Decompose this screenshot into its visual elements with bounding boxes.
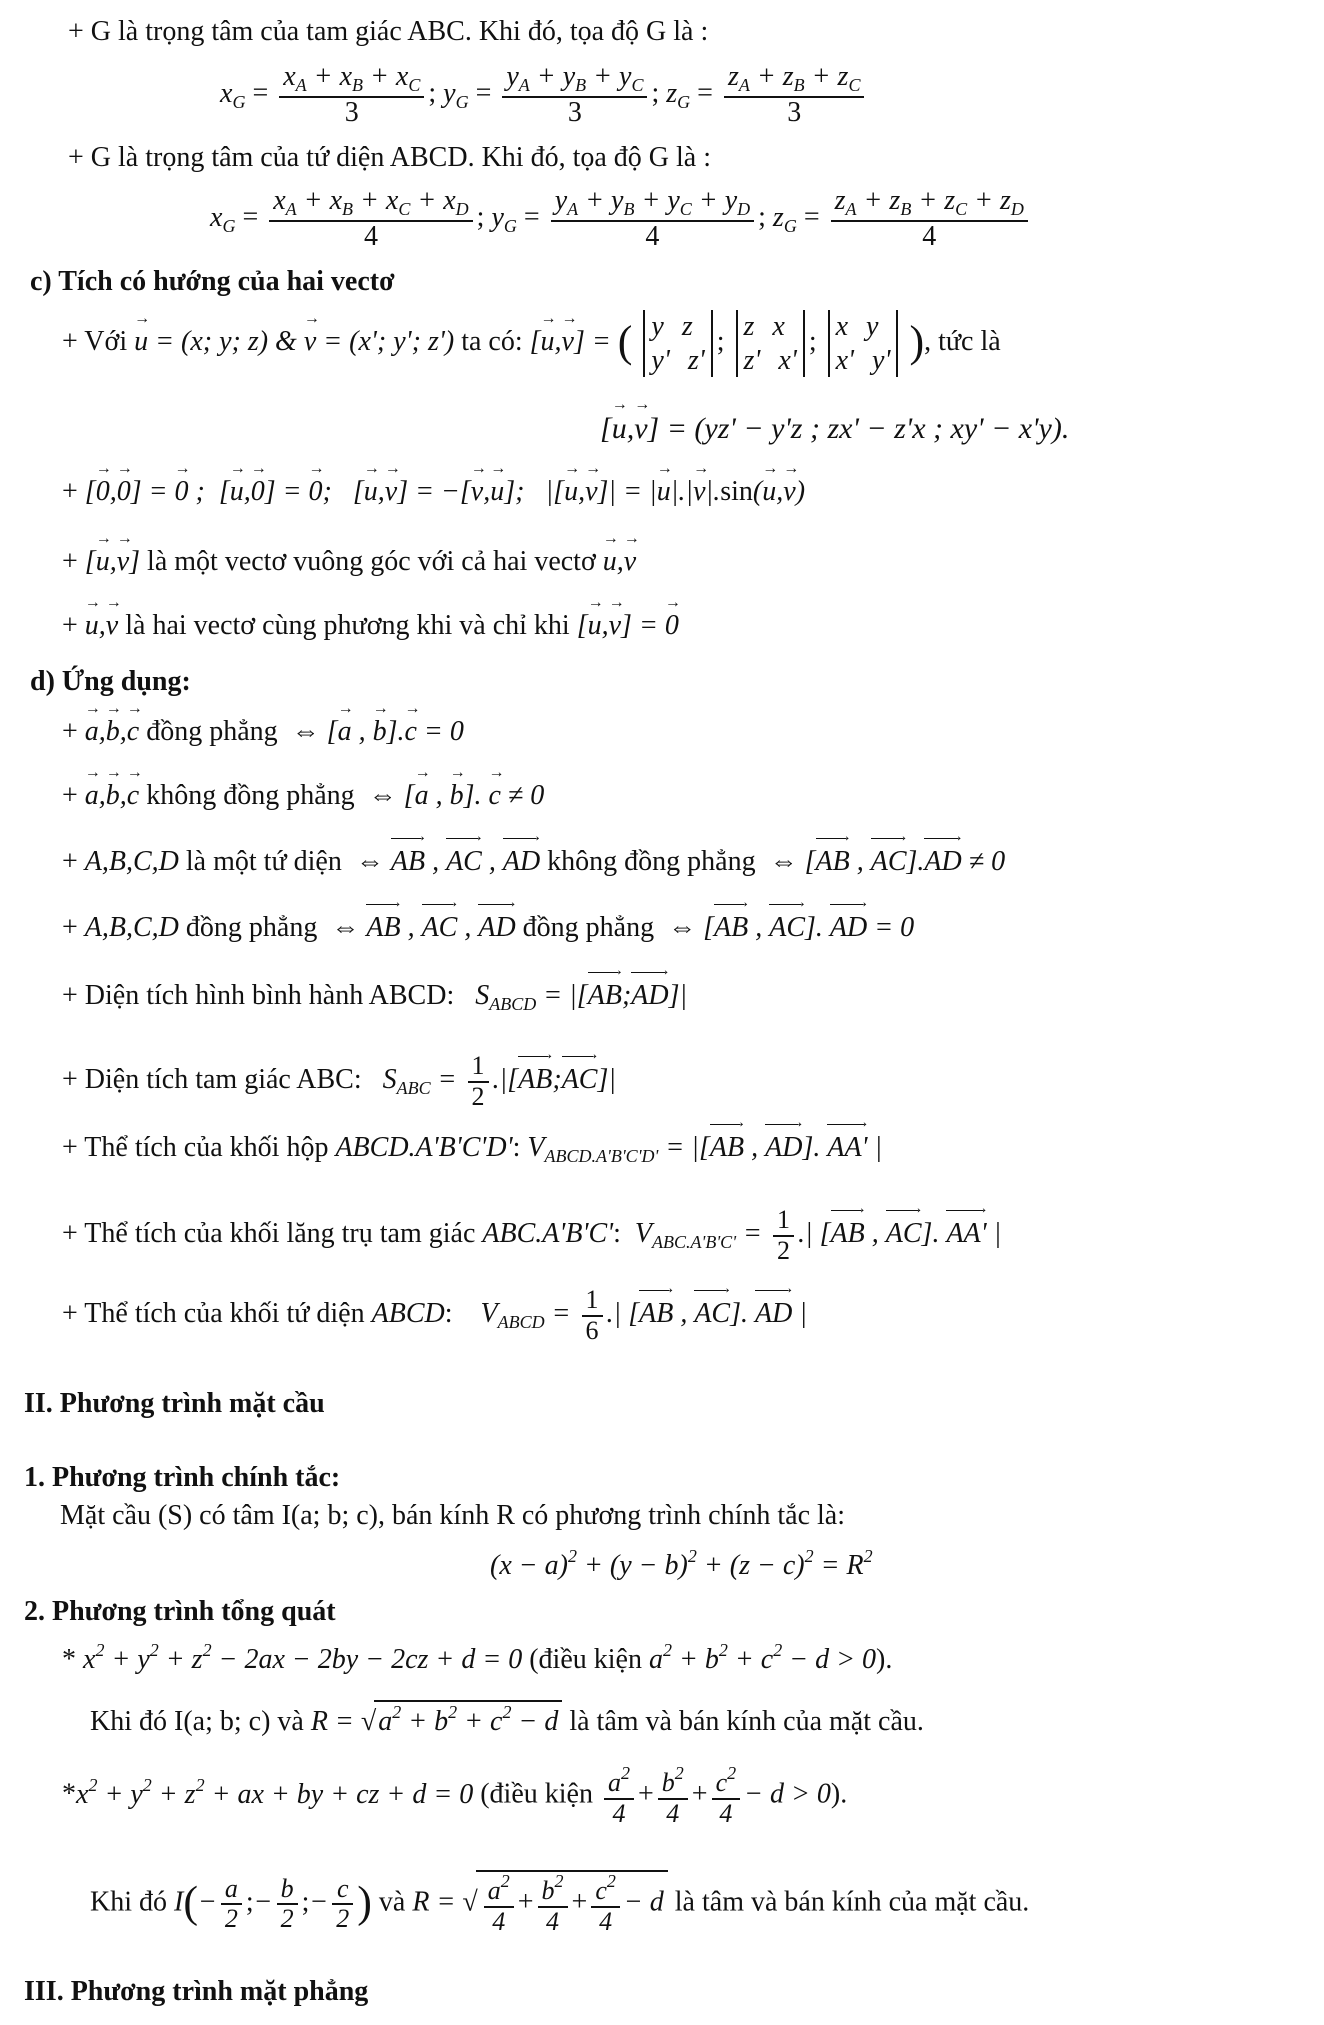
section-ii-title: II. Phương trình mặt cầu	[24, 1388, 325, 1419]
center-radius-2: Khi đó I(− $\frac{a}{2}$ ;− $\frac{b}{2}$ ;− $\frac{c}{2}$ ) và R = √ $\frac{a^2}{4}$ + $\frac{b^2}{4}$ + $\frac{c^2}{4}$ − d là tâm và bán kính của mặt cầu.	[90, 1871, 1030, 1936]
coplanar-condition: + → a,→ b,→ c đồng phẳng ⇔ [→ a , → b].→ c = 0	[62, 716, 464, 748]
tetra-condition: + A,B,C,D là một tứ diện ⇔ → AB , → AC , → AD không đồng phẳng ⇔ [→ AB , → AC].→ AD ≠ 0	[62, 846, 1005, 878]
sphere-standard-equation: $(x - a)^2 + (y - b)^2 + (z - c)^2 = R^2$	[490, 1546, 873, 1581]
general-equation-2: $*x^2 + y^2 + z^2$ + ax + by + cz + d = 0 (điều kiện $\frac{a^2}{4}$ + $\frac{b^2}{4}$ + $\frac{c^2}{4}$ − d > 0).	[62, 1763, 848, 1828]
not-coplanar-label: không đồng phẳng	[146, 780, 355, 811]
cross-product-properties: + [→ 0,→ 0] = → 0 ; [→ u,→ 0] = → 0; [→ u,→ v] = −[→ v,→ u]; |[→ u,→ v]| = |→ u|.|→ v|.sin(→ u,→ v)	[62, 476, 805, 508]
coplanar-label-3: đồng phẳng	[522, 912, 655, 943]
center-radius-1: Khi đó I(a; b; c) và $R = √a^2 + b^2 + c^2 - d$ là tâm và bán kính của mặt cầu.	[90, 1702, 924, 1737]
centroid-tetra-text	[68, 142, 711, 174]
cross-product-definition: + Với → u = (x; y; z) & → v = (x'; y'; z') ta có: [→ u,→ v] = ( y z y' z' ; z x z' x' ; x y x' y' ), tức là	[62, 310, 1001, 377]
coplanar-points-condition: + A,B,C,D đồng phẳng ⇔ → AB , → AC , → AD đồng phẳng ⇔ [→ AB , → AC]. → AD = 0	[62, 912, 914, 944]
tuc-la-label: , tức là	[924, 326, 1001, 358]
triangle-area-label: + Diện tích tam giác ABC:	[62, 1064, 362, 1096]
frac-zg: $\frac{z_A + z_B + z_C}{3}$	[724, 62, 865, 129]
triangle-area: + Diện tích tam giác ABC: $S_{ABC}$ = $\frac{1}{2}$ .|[→ AB;→ AC]|	[62, 1052, 616, 1111]
cond-label-1: (điều kiện	[529, 1644, 642, 1675]
sub2-title: 2. Phương trình tổng quát	[24, 1596, 336, 1627]
general-equation-1: * $x^2 + y^2 + z^2 - 2ax - 2by - 2cz + d = 0$ (điều kiện $a^2 + b^2 + c^2 - d > 0$).	[62, 1640, 893, 1675]
center-radius-label-1: là tâm và bán kính của mặt cầu.	[569, 1706, 924, 1737]
centroid-triangle-text	[68, 16, 708, 48]
va-label: và	[378, 1886, 406, 1918]
section-iii-title: III. Phương trình mặt phẳng	[24, 1976, 369, 2007]
parallelogram-area: + Diện tích hình bình hành ABCD: $S_{ABCD}$ = |[→ AB;→ AD]|	[62, 980, 687, 1015]
section-c-title: c) Tích có hướng của hai vectơ	[30, 266, 395, 297]
not-coplanar-label-2: không đồng phẳng	[547, 846, 756, 877]
not-coplanar-condition: + → a,→ b,→ c không đồng phẳng ⇔ [→ a , → b]. → c ≠ 0	[62, 780, 544, 812]
cond-label-2: (điều kiện	[480, 1778, 593, 1810]
parallelogram-label: + Diện tích hình bình hành ABCD:	[62, 980, 455, 1011]
coplanar-label-2: đồng phẳng	[185, 912, 318, 943]
ta-co-label: ta có:	[461, 326, 523, 358]
with-label: + Với	[62, 326, 128, 358]
sub1-title: 1. Phương trình chính tắc:	[24, 1462, 341, 1493]
center-radius-label-2: là tâm và bán kính của mặt cầu.	[674, 1886, 1030, 1918]
centroid-tetra-label: + G là trọng tâm của tứ diện ABCD. Khi đó, tọa độ G là :	[68, 142, 711, 173]
section-d-title: d) Ứng dụng:	[30, 666, 191, 697]
prism-volume: + Thể tích của khối lăng trụ tam giác ABC.A'B'C': $V_{ABC.A'B'C'}$ = $\frac{1}{2}$ .| [→ AB , → AC]. → AA' |	[62, 1206, 1001, 1265]
frac-yg: $\frac{y_A + y_B + y_C}{3}$	[502, 62, 647, 129]
perpendicular-property: + [→ u,→ v] là một vectơ vuông góc với cả hai vectơ → u,→ v	[62, 546, 636, 578]
prism-volume-label: + Thể tích của khối lăng trụ tam giác	[62, 1218, 476, 1250]
collinear-property: + → u,→ v là hai vectơ cùng phương khi và chỉ khi [→ u,→ v] = → 0	[62, 610, 679, 642]
cross-product-expanded: [→ u,→ v] = (yz' − y'z ; zx' − z'x ; xy' − x'y).	[600, 412, 1069, 447]
when-label-1: Khi đó I(a; b; c) và	[90, 1706, 304, 1737]
frac-xg: $\frac{x_A + x_B + x_C}{3}$	[279, 62, 424, 129]
tetra-label: là một tứ diện	[185, 846, 342, 877]
centroid-triangle-formula: $x_G$ = $\frac{x_A + x_B + x_C}{3}$ ; $y_G$ = $\frac{y_A + y_B + y_C}{3}$ ; $z_G$ = $\frac{z_A + z_B + z_C}{3}$	[220, 62, 868, 129]
when-label-2: Khi đó	[90, 1886, 167, 1918]
centroid-triangle-label: + G là trọng tâm của tam giác ABC. Khi đó, tọa độ G là :	[68, 16, 709, 47]
coplanar-label: đồng phẳng	[146, 716, 278, 747]
box-volume: + Thể tích của khối hộp ABCD.A'B'C'D': $V_{ABCD.A'B'C'D'}$ = |[→ AB , → AD]. → AA' |	[62, 1132, 882, 1167]
collinear-text: là hai vectơ cùng phương khi và chỉ khi	[125, 610, 570, 641]
box-volume-label: + Thể tích của khối hộp	[62, 1132, 329, 1163]
perp-text: là một vectơ vuông góc với cả hai vectơ	[147, 546, 596, 577]
centroid-tetra-formula: $x_G$ = $\frac{x_A + x_B + x_C + x_D}{4}$ ; $y_G$ = $\frac{y_A + y_B + y_C + y_D}{4}$ ; $z_G$ = $\frac{z_A + z_B + z_C + z_D}{4}$	[210, 186, 1032, 253]
tetra-volume: + Thể tích của khối tứ diện ABCD: $V_{ABCD}$ = $\frac{1}{6}$ .| [→ AB , → AC]. → AD |	[62, 1286, 807, 1345]
sub1-text: Mặt cầu (S) có tâm I(a; b; c), bán kính R có phương trình chính tắc là:	[60, 1500, 845, 1531]
tetra-volume-label: + Thể tích của khối tứ diện	[62, 1298, 365, 1330]
